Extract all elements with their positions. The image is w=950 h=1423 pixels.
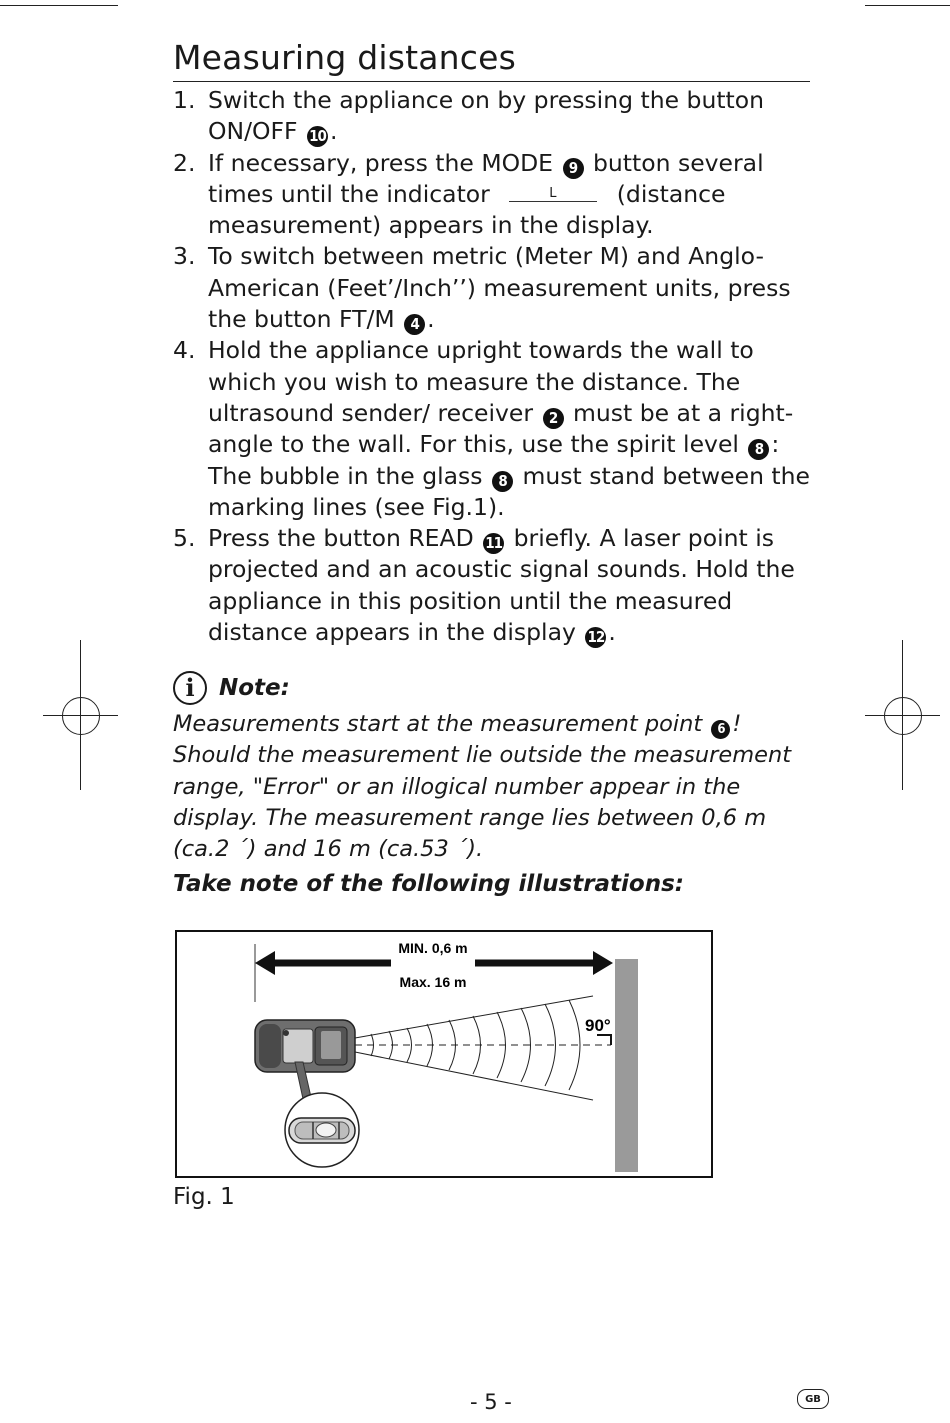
step-text: button several times until the indicator [208,148,764,208]
step-text: Switch the appliance on by pressing the button ON/OFF [208,86,765,146]
note-text: ! Should the measurement lie outside the measurement range, "Error" or an illogical number appear in the display. The measurement range lies between 0,6 m (ca.2 ´) and 16 m (ca.53 ´). [173,711,792,863]
ref-badge: 10 [307,126,328,147]
step-text: must be at a right-angle to the wall. For this, use the spirit level [208,398,794,459]
step-3 [173,241,823,335]
indicator-label: L [549,185,557,201]
max-range-label: Max. 16 m [399,974,467,990]
ref-badge: 4 [404,314,425,335]
step-4 [173,335,823,523]
illustrations-heading: Take note of the following illustrations: [173,871,684,897]
crop-mark-top-right [865,5,950,6]
distance-indicator-icon [509,185,597,205]
note-header [173,668,290,708]
step-number: 2. [173,148,196,177]
step-number: 4. [173,336,196,365]
step-1 [173,85,823,148]
spirit-level-icon [285,1093,359,1167]
registration-circle-right [884,697,922,735]
step-text: (distance measurement) appears in the display. [208,179,726,240]
registration-circle-left [62,697,100,735]
ref-badge: 8 [492,471,513,492]
language-badge: GB [797,1389,829,1409]
ref-badge: 2 [543,408,564,429]
info-icon: i [173,671,207,705]
step-number: 5. [173,524,196,553]
page-number: - 5 - [470,1390,512,1414]
page-title: Measuring distances [173,36,810,82]
note-text: Measurements start at the measurement point [173,711,710,737]
step-text: . [427,305,435,334]
note-title: Note: [219,675,290,701]
step-text: . [608,618,616,647]
step-text: If necessary, press the MODE [208,148,561,177]
step-text: The bubble in the glass [208,461,491,490]
figure-caption: Fig. 1 [173,1184,235,1210]
note-body [173,709,823,865]
crop-mark-top-left [0,5,118,6]
step-text: Press the button READ [208,524,482,553]
step-text: . [330,117,338,146]
step-text: must stand between the marking lines (see Fig.1). [208,461,810,521]
step-number: 1. [173,86,196,114]
figure-1-illustration [175,930,713,1178]
angle-label: 90° [585,1016,611,1035]
ref-badge: 11 [483,533,504,554]
step-text: Hold the appliance upright towards the wall to which you wish to measure the distance. The ultrasound sender/ receiver [208,336,754,427]
step-5 [173,523,823,648]
device-icon [255,1020,355,1072]
step-text: To switch between metric (Meter M) and Anglo-American (Feet’/Inch’’) measurement units, press the button FT/M [208,242,791,334]
ref-badge: 6 [711,720,730,739]
step-text: : [771,430,780,459]
step-number: 3. [173,242,196,271]
wall [615,959,638,1172]
ref-badge: 9 [563,158,584,179]
steps-list [173,85,823,648]
min-range-label: MIN. 0,6 m [398,940,468,956]
ref-badge: 12 [585,627,606,648]
ref-badge: 8 [748,439,769,460]
step-2 [173,148,823,242]
step-text: briefly. A laser point is projected and an acoustic signal sounds. Hold the appliance in this position until the measured distance appears in the display [208,524,795,647]
